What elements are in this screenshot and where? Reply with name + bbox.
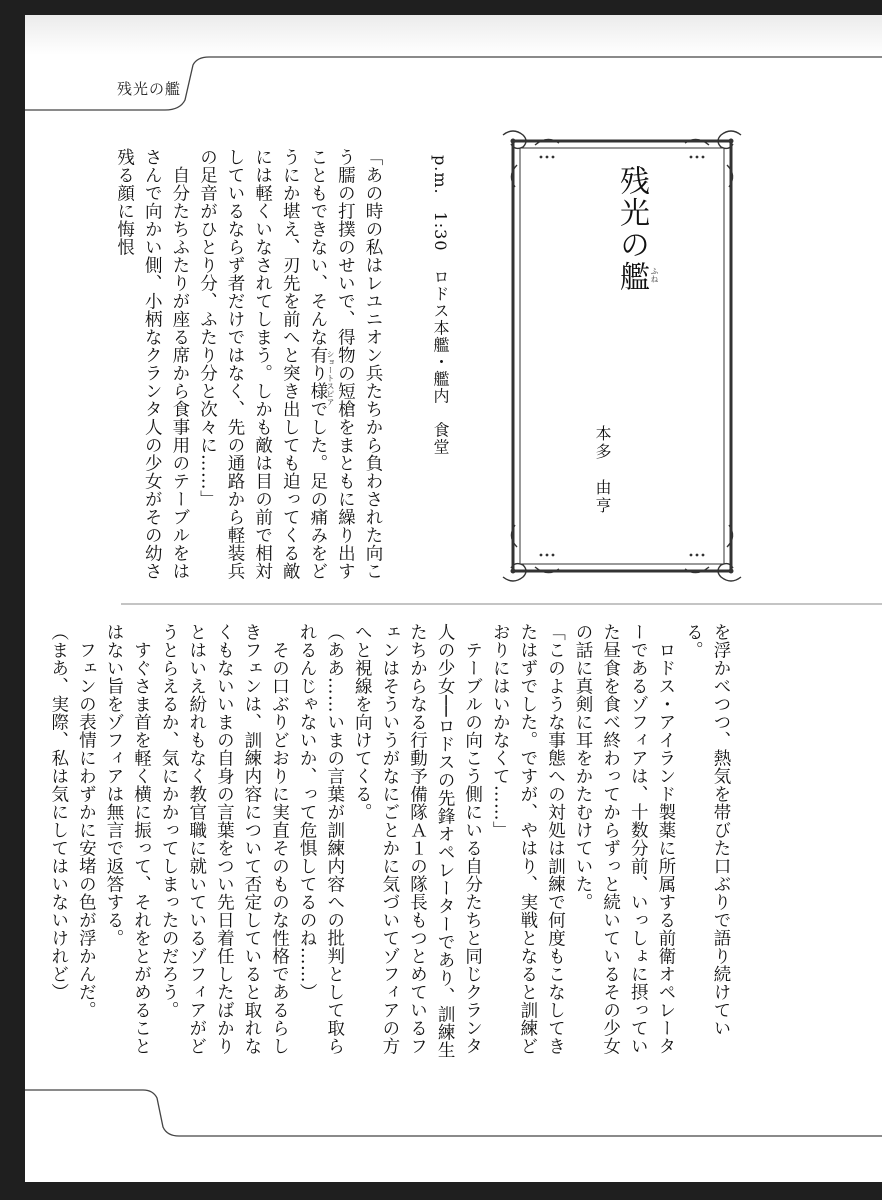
page (25, 15, 882, 1182)
lower-paragraph: （ああ……いまの言葉が訓練内容への批判として取られるんじゃないか、って危惧してるのね……） (297, 623, 345, 1055)
upper-body-column (114, 148, 386, 593)
running-header-title: 残光の艦 (117, 80, 182, 98)
lower-paragraph: 「このような事態への対処は訓練で何度もこなしてきたはずでした。ですが、やはり、実戦となると訓練どおりにはいかなくて……」 (490, 623, 566, 1055)
lower-paragraph: フェンの表情にわずかに安堵の色が浮かんだ。 (76, 623, 97, 1019)
lower-paragraph: テーブルの向こう側にいる自分たちと同じクランタ人の少女──ロドスの先鋒オペレーターであり、訓練生たちからなる行動予備隊Ａ１の隊長もつとめているフェンはそういうがなにごとかに気づいてゾフィアの方へと視線を向けてくる。 (352, 623, 483, 1060)
lower-body-column (48, 623, 734, 1068)
lower-paragraph: （まあ、実際、私は気にしてはいないけれど） (48, 623, 69, 1001)
lower-paragraph: を浮かべつつ、熱気を帯びた口ぶりで語り続けている。 (683, 623, 731, 1037)
lower-paragraph: ロドス・アイランド製薬に所属する前衛オペレーターであるゾフィアは、十数分前、いっしょに摂っていた昼食を食べ終わってからずっと続いているその少女の話に真剣に耳をかたむけていた。 (573, 623, 676, 1055)
story-title: 残光の艦 (614, 165, 649, 293)
ruby-shortspear: ショートスピア (326, 350, 335, 406)
upper-paragraph: 「あの時の私はレユニオン兵たちから負わされた向こう臑の打撲のせいで、得物の短槍をまともに繰り出すこともできない、そんな有り様でした。足の痛みをどうにか堪え、刃先を前へと突き出しても迫ってくる敵には軽くいなされてしまう。しかも敵は目の前で相対しているならず者だけではなく、先の通路から軽装兵の足音がひとり分、ふたり分と次々に……」 (197, 148, 383, 580)
lower-paragraph: その口ぶりどおりに実直そのものな性格であるらしきフェンは、訓練内容について否定していると取れなくもないいまの自身の言葉をつい先日着任したばかりとはいえ紛れもなく教官職に就いているゾフィアがどうとらえるか、気にかかってしまったのだろう。 (159, 623, 290, 1055)
title-ruby: ふね (650, 267, 659, 283)
author-name: 本多 由亨 (593, 425, 612, 515)
scene-heading: p.m. 1:30 ロドス本艦・艦内 食堂 (431, 155, 450, 456)
lower-paragraph: すぐさま首を軽く横に振って、それをとがめることはない旨をゾフィアは無言で返答する。 (103, 623, 152, 1055)
upper-paragraph: 自分たちふたりが座る席から食事用のテーブルをはさんで向かい側、小柄なクランタ人の少女がその幼さ残る顔に悔恨 (114, 148, 190, 580)
